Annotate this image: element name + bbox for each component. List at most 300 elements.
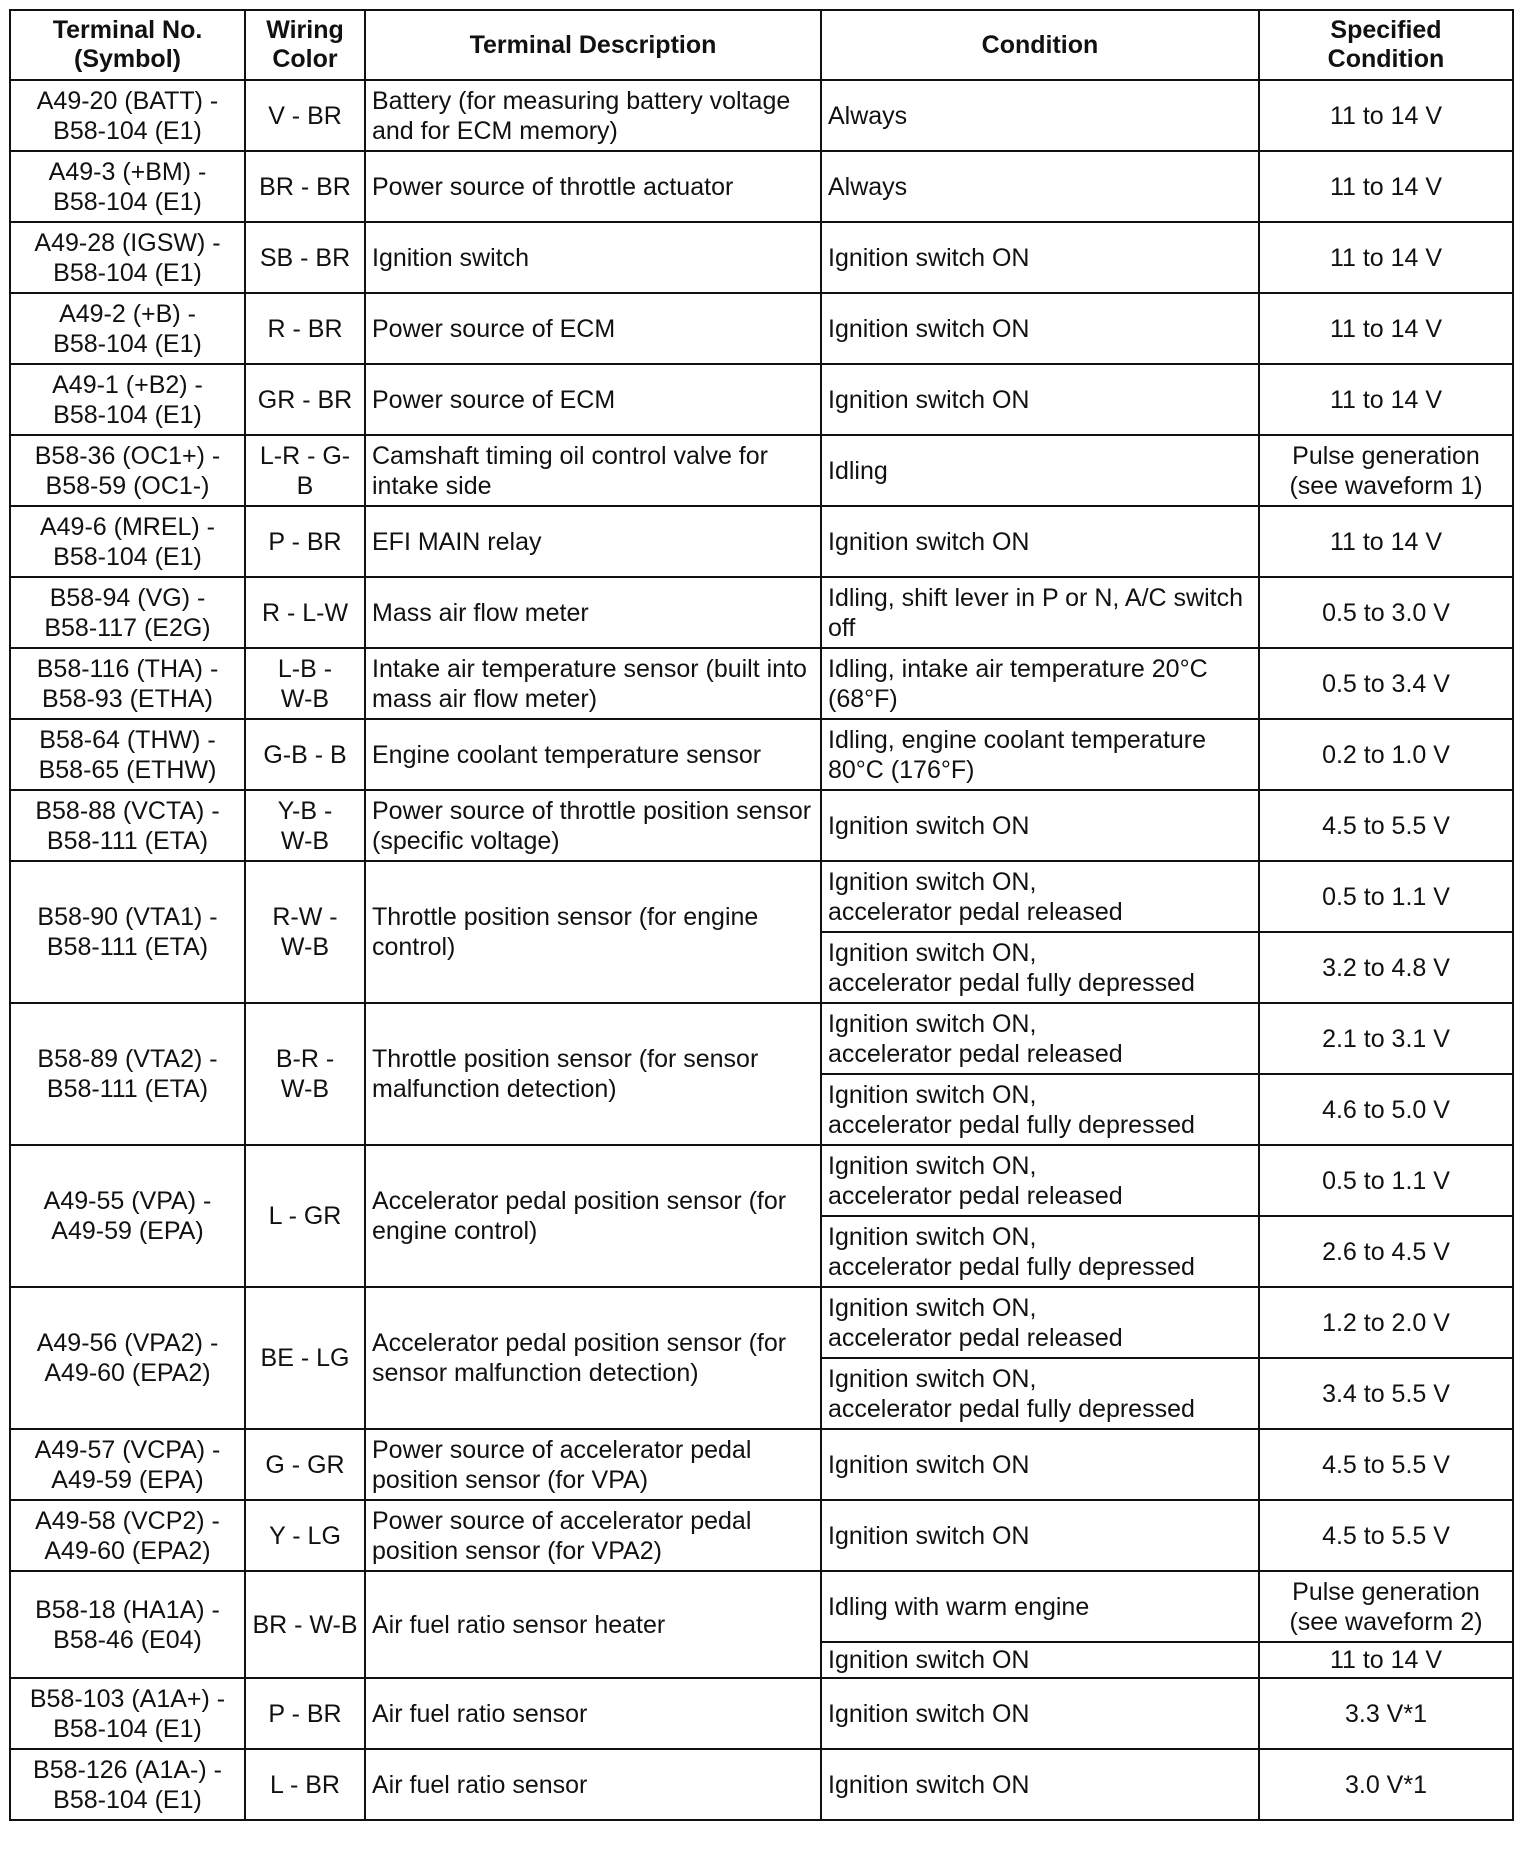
terminal-cell-line: B58-111 (ETA) bbox=[46, 1075, 209, 1103]
terminal-cell bbox=[10, 80, 245, 151]
wiring-cell bbox=[245, 364, 365, 435]
condition-cell bbox=[821, 293, 1259, 364]
wiring-cell-line: B-R - bbox=[275, 1045, 335, 1073]
condition-cell-line: Ignition switch ON bbox=[828, 527, 1030, 556]
spec-cell-line: 4.5 to 5.5 V bbox=[1322, 811, 1450, 840]
condition-cell bbox=[821, 1749, 1259, 1820]
condition-cell-line: accelerator pedal released bbox=[828, 897, 1123, 926]
wiring-cell-line: GR - BR bbox=[257, 385, 353, 414]
header-specified-line: Specified bbox=[1330, 16, 1442, 44]
terminal-cell-line: B58-111 (ETA) bbox=[46, 826, 209, 855]
wiring-cell-line: W-B bbox=[280, 933, 330, 961]
spec-cell-line: 2.6 to 4.5 V bbox=[1322, 1237, 1450, 1266]
wiring-cell bbox=[245, 1287, 365, 1429]
spec-cell-line: 0.5 to 1.1 V bbox=[1322, 1166, 1450, 1195]
wiring-cell bbox=[245, 151, 365, 222]
description-cell bbox=[365, 1571, 821, 1678]
wiring-cell bbox=[245, 222, 365, 293]
condition-cell bbox=[821, 1358, 1259, 1429]
description-cell bbox=[365, 1429, 821, 1500]
spec-cell bbox=[1259, 435, 1513, 506]
description-cell bbox=[365, 1500, 821, 1571]
table-row bbox=[10, 1287, 1513, 1358]
terminal-cell bbox=[10, 719, 245, 790]
spec-cell-line: 11 to 14 V bbox=[1329, 385, 1443, 414]
wiring-cell-line: R-W - bbox=[272, 903, 338, 931]
condition-cell bbox=[821, 861, 1259, 932]
condition-cell bbox=[821, 577, 1259, 648]
wiring-cell bbox=[245, 435, 365, 506]
description-cell-line: Battery (for measuring battery voltage bbox=[372, 86, 791, 115]
terminal-cell-line: B58-65 (ETHW) bbox=[38, 755, 217, 784]
condition-cell-line: Ignition switch ON bbox=[828, 385, 1030, 414]
wiring-cell-line: R - BR bbox=[267, 314, 343, 343]
wiring-cell bbox=[245, 648, 365, 719]
table-row bbox=[10, 222, 1513, 293]
terminal-cell bbox=[10, 435, 245, 506]
terminal-cell bbox=[10, 790, 245, 861]
description-cell-line: malfunction detection) bbox=[372, 1075, 617, 1103]
table-row bbox=[10, 151, 1513, 222]
condition-cell bbox=[821, 151, 1259, 222]
description-cell bbox=[365, 151, 821, 222]
condition-cell-line: accelerator pedal released bbox=[828, 1181, 1123, 1210]
ecm-terminal-table bbox=[9, 9, 1514, 1821]
description-cell-line: Ignition switch bbox=[372, 243, 530, 272]
terminal-cell bbox=[10, 222, 245, 293]
spec-cell-line: 3.2 to 4.8 V bbox=[1322, 953, 1450, 982]
header-wiring-line: Color bbox=[272, 45, 338, 73]
description-cell-line: Throttle position sensor (for engine bbox=[372, 903, 759, 931]
description-cell-line: sensor malfunction detection) bbox=[372, 1359, 699, 1387]
table-row bbox=[10, 435, 1513, 506]
terminal-table-container bbox=[9, 9, 1512, 1821]
description-cell-line: and for ECM memory) bbox=[372, 116, 618, 145]
terminal-cell-line: B58-104 (E1) bbox=[53, 116, 202, 145]
spec-cell bbox=[1259, 1429, 1513, 1500]
spec-cell bbox=[1259, 293, 1513, 364]
description-cell-line: Throttle position sensor (for sensor bbox=[372, 1045, 759, 1073]
header-specified-line: Condition bbox=[1327, 45, 1445, 73]
terminal-cell-line: B58-90 (VTA1) - bbox=[37, 903, 218, 931]
description-cell-line: Accelerator pedal position sensor (for bbox=[372, 1187, 787, 1215]
spec-cell-line: 2.1 to 3.1 V bbox=[1322, 1024, 1450, 1053]
wiring-cell-line: BR - W-B bbox=[252, 1610, 358, 1639]
spec-cell-line: 0.5 to 1.1 V bbox=[1322, 882, 1450, 911]
spec-cell-line: 11 to 14 V bbox=[1329, 527, 1443, 556]
condition-cell-line: Always bbox=[828, 172, 908, 201]
description-cell-line: Power source of throttle position sensor bbox=[372, 796, 812, 825]
terminal-cell bbox=[10, 506, 245, 577]
wiring-cell-line: P - BR bbox=[268, 1699, 342, 1728]
terminal-cell bbox=[10, 293, 245, 364]
spec-cell-line: 3.4 to 5.5 V bbox=[1322, 1379, 1450, 1408]
terminal-cell bbox=[10, 648, 245, 719]
header-terminal bbox=[10, 10, 245, 80]
description-cell bbox=[365, 1749, 821, 1820]
wiring-cell bbox=[245, 790, 365, 861]
condition-cell-line: Ignition switch ON bbox=[828, 1450, 1030, 1479]
header-description bbox=[365, 10, 821, 80]
condition-cell-line: Ignition switch ON, bbox=[828, 867, 1037, 896]
terminal-cell-line: A49-28 (IGSW) - bbox=[34, 228, 221, 257]
description-cell-line: engine control) bbox=[372, 1217, 538, 1245]
terminal-cell bbox=[10, 151, 245, 222]
spec-cell-line: 0.5 to 3.0 V bbox=[1322, 598, 1450, 627]
condition-cell-line: accelerator pedal fully depressed bbox=[828, 968, 1195, 997]
wiring-cell bbox=[245, 506, 365, 577]
terminal-cell-line: B58-104 (E1) bbox=[53, 1714, 202, 1743]
terminal-cell bbox=[10, 364, 245, 435]
condition-cell-line: (68°F) bbox=[828, 684, 898, 713]
terminal-cell-line: B58-64 (THW) - bbox=[39, 725, 216, 754]
terminal-cell-line: B58-117 (E2G) bbox=[44, 613, 211, 642]
header-terminal-line: (Symbol) bbox=[74, 45, 181, 73]
spec-cell-line: 4.5 to 5.5 V bbox=[1322, 1521, 1450, 1550]
terminal-cell-line: B58-94 (VG) - bbox=[49, 583, 206, 612]
description-cell-line: mass air flow meter) bbox=[372, 684, 598, 713]
terminal-cell-line: B58-59 (OC1-) bbox=[45, 471, 210, 500]
wiring-cell bbox=[245, 577, 365, 648]
spec-cell-line: Pulse generation bbox=[1292, 441, 1480, 470]
description-cell-line: Engine coolant temperature sensor bbox=[372, 740, 762, 769]
description-cell bbox=[365, 364, 821, 435]
condition-cell-line: Ignition switch ON bbox=[828, 1521, 1030, 1550]
wiring-cell-line: Y - LG bbox=[269, 1521, 341, 1550]
terminal-cell-line: B58-104 (E1) bbox=[53, 329, 202, 358]
wiring-cell-line: L-B - bbox=[277, 654, 333, 683]
condition-cell-line: accelerator pedal released bbox=[828, 1323, 1123, 1352]
description-cell bbox=[365, 222, 821, 293]
condition-cell bbox=[821, 80, 1259, 151]
spec-cell bbox=[1259, 1074, 1513, 1145]
condition-cell bbox=[821, 1500, 1259, 1571]
description-cell-line: intake side bbox=[372, 471, 492, 500]
condition-cell bbox=[821, 506, 1259, 577]
condition-cell bbox=[821, 1145, 1259, 1216]
wiring-cell bbox=[245, 1749, 365, 1820]
terminal-cell-line: B58-103 (A1A+) - bbox=[29, 1684, 226, 1713]
condition-cell bbox=[821, 1571, 1259, 1642]
condition-cell bbox=[821, 1678, 1259, 1749]
condition-cell-line: Ignition switch ON, bbox=[828, 1151, 1037, 1180]
description-cell-line: Camshaft timing oil control valve for bbox=[372, 441, 768, 470]
description-cell-line: Power source of throttle actuator bbox=[372, 172, 734, 201]
wiring-cell bbox=[245, 293, 365, 364]
description-cell-line: (specific voltage) bbox=[372, 826, 560, 855]
condition-cell bbox=[821, 790, 1259, 861]
terminal-cell-line: A49-20 (BATT) - bbox=[36, 86, 219, 115]
description-cell-line: Power source of accelerator pedal bbox=[372, 1506, 752, 1535]
spec-cell-line: 11 to 14 V bbox=[1329, 101, 1443, 130]
description-cell-line: Air fuel ratio sensor heater bbox=[372, 1610, 666, 1639]
table-row bbox=[10, 719, 1513, 790]
terminal-cell bbox=[10, 1429, 245, 1500]
wiring-cell-line: L-R - G-B bbox=[259, 441, 351, 500]
table-row bbox=[10, 364, 1513, 435]
condition-cell-line: Ignition switch ON, bbox=[828, 938, 1037, 967]
spec-cell bbox=[1259, 1003, 1513, 1074]
wiring-cell bbox=[245, 1678, 365, 1749]
terminal-cell-line: A49-57 (VCPA) - bbox=[34, 1435, 221, 1464]
description-cell-line: Power source of accelerator pedal bbox=[372, 1435, 752, 1464]
description-cell-line: position sensor (for VPA2) bbox=[372, 1536, 662, 1565]
condition-cell bbox=[821, 1003, 1259, 1074]
condition-cell-line: Idling, shift lever in P or N, A/C switch bbox=[828, 583, 1243, 612]
terminal-cell-line: B58-93 (ETHA) bbox=[42, 684, 213, 713]
description-cell bbox=[365, 1287, 821, 1429]
spec-cell bbox=[1259, 577, 1513, 648]
spec-cell bbox=[1259, 222, 1513, 293]
wiring-cell bbox=[245, 80, 365, 151]
terminal-cell-line: B58-104 (E1) bbox=[53, 258, 202, 287]
description-cell bbox=[365, 719, 821, 790]
condition-cell-line: Ignition switch ON bbox=[828, 1699, 1030, 1728]
spec-cell-line: 0.5 to 3.4 V bbox=[1322, 669, 1450, 698]
description-cell bbox=[365, 1145, 821, 1287]
terminal-cell-line: B58-104 (E1) bbox=[53, 400, 202, 429]
terminal-cell-line: B58-88 (VCTA) - bbox=[35, 796, 220, 825]
table-row bbox=[10, 80, 1513, 151]
terminal-cell-line: A49-60 (EPA2) bbox=[44, 1536, 211, 1565]
wiring-cell bbox=[245, 861, 365, 1003]
spec-cell-line: 3.0 V*1 bbox=[1344, 1770, 1427, 1799]
table-body bbox=[10, 80, 1513, 1820]
wiring-cell bbox=[245, 1429, 365, 1500]
table-row bbox=[10, 1003, 1513, 1074]
terminal-cell-line: A49-2 (+B) - bbox=[59, 299, 196, 328]
header-wiring-line: Wiring bbox=[266, 16, 344, 44]
terminal-cell-line: B58-36 (OC1+) - bbox=[34, 441, 221, 470]
condition-cell-line: Ignition switch ON, bbox=[828, 1364, 1037, 1393]
table-row bbox=[10, 577, 1513, 648]
description-cell-line: Air fuel ratio sensor bbox=[372, 1699, 588, 1728]
description-cell-line: Intake air temperature sensor (built into bbox=[372, 654, 807, 683]
condition-cell-line: accelerator pedal fully depressed bbox=[828, 1110, 1195, 1139]
table-row bbox=[10, 506, 1513, 577]
wiring-cell-line: BR - BR bbox=[259, 172, 351, 201]
condition-cell-line: Ignition switch ON bbox=[828, 811, 1030, 840]
terminal-cell bbox=[10, 1749, 245, 1820]
header-terminal-line: Terminal No. bbox=[52, 16, 203, 44]
spec-cell-line: (see waveform 1) bbox=[1289, 471, 1483, 500]
condition-cell bbox=[821, 648, 1259, 719]
spec-cell bbox=[1259, 1216, 1513, 1287]
condition-cell bbox=[821, 1429, 1259, 1500]
spec-cell-line: 4.5 to 5.5 V bbox=[1322, 1450, 1450, 1479]
spec-cell bbox=[1259, 151, 1513, 222]
wiring-cell-line: L - BR bbox=[270, 1770, 340, 1799]
condition-cell bbox=[821, 1216, 1259, 1287]
description-cell-line: position sensor (for VPA) bbox=[372, 1465, 649, 1494]
condition-cell bbox=[821, 932, 1259, 1003]
description-cell bbox=[365, 577, 821, 648]
terminal-cell-line: B58-111 (ETA) bbox=[46, 933, 209, 961]
terminal-cell-line: A49-3 (+BM) - bbox=[48, 157, 207, 186]
header-row bbox=[10, 10, 1513, 80]
spec-cell-line: 1.2 to 2.0 V bbox=[1322, 1308, 1450, 1337]
wiring-cell-line: Y-B - bbox=[277, 796, 333, 825]
terminal-cell-line: B58-89 (VTA2) - bbox=[37, 1045, 218, 1073]
terminal-cell bbox=[10, 1145, 245, 1287]
condition-cell-line: Idling with warm engine bbox=[828, 1592, 1090, 1621]
terminal-cell bbox=[10, 1500, 245, 1571]
wiring-cell bbox=[245, 1571, 365, 1678]
table-row bbox=[10, 1145, 1513, 1216]
spec-cell bbox=[1259, 648, 1513, 719]
condition-cell-line: Idling, engine coolant temperature bbox=[828, 725, 1207, 754]
terminal-cell-line: A49-60 (EPA2) bbox=[44, 1359, 211, 1387]
spec-cell bbox=[1259, 506, 1513, 577]
spec-cell-line: 11 to 14 V bbox=[1329, 314, 1443, 343]
table-row bbox=[10, 1429, 1513, 1500]
description-cell bbox=[365, 506, 821, 577]
table-row bbox=[10, 1678, 1513, 1749]
header-condition-line: Condition bbox=[981, 30, 1099, 59]
table-row bbox=[10, 861, 1513, 932]
terminal-cell-line: A49-55 (VPA) - bbox=[43, 1187, 212, 1215]
condition-cell bbox=[821, 222, 1259, 293]
condition-cell-line: Ignition switch ON bbox=[828, 1646, 1030, 1674]
wiring-cell-line: V - BR bbox=[268, 101, 342, 130]
terminal-cell bbox=[10, 861, 245, 1003]
terminal-cell-line: A49-59 (EPA) bbox=[51, 1217, 204, 1245]
wiring-cell-line: G-B - B bbox=[263, 740, 347, 769]
condition-cell-line: 80°C (176°F) bbox=[828, 755, 975, 784]
condition-cell-line: Ignition switch ON, bbox=[828, 1293, 1037, 1322]
terminal-cell-line: B58-116 (THA) - bbox=[36, 654, 219, 683]
wiring-cell-line: R - L-W bbox=[261, 598, 349, 627]
wiring-cell-line: W-B bbox=[280, 826, 330, 855]
terminal-cell bbox=[10, 1003, 245, 1145]
table-row bbox=[10, 648, 1513, 719]
spec-cell-line: Pulse generation bbox=[1292, 1577, 1480, 1606]
condition-cell bbox=[821, 1642, 1259, 1678]
header-specified bbox=[1259, 10, 1513, 80]
wiring-cell bbox=[245, 719, 365, 790]
terminal-cell bbox=[10, 1571, 245, 1678]
spec-cell-line: 0.2 to 1.0 V bbox=[1322, 740, 1450, 769]
spec-cell-line: 11 to 14 V bbox=[1329, 243, 1443, 272]
description-cell-line: EFI MAIN relay bbox=[372, 527, 542, 556]
description-cell bbox=[365, 80, 821, 151]
spec-cell-line: 3.3 V*1 bbox=[1344, 1699, 1427, 1728]
description-cell bbox=[365, 1003, 821, 1145]
condition-cell-line: Ignition switch ON bbox=[828, 1770, 1030, 1799]
condition-cell bbox=[821, 1074, 1259, 1145]
condition-cell-line: accelerator pedal fully depressed bbox=[828, 1252, 1195, 1281]
condition-cell-line: Idling, intake air temperature 20°C bbox=[828, 654, 1208, 683]
spec-cell bbox=[1259, 932, 1513, 1003]
spec-cell bbox=[1259, 1571, 1513, 1642]
description-cell-line: Power source of ECM bbox=[372, 314, 616, 343]
description-cell-line: Accelerator pedal position sensor (for bbox=[372, 1329, 787, 1357]
wiring-cell-line: W-B bbox=[280, 1075, 330, 1103]
terminal-cell-line: B58-46 (E04) bbox=[53, 1625, 202, 1654]
spec-cell bbox=[1259, 364, 1513, 435]
condition-cell-line: accelerator pedal released bbox=[828, 1039, 1123, 1068]
terminal-cell bbox=[10, 577, 245, 648]
terminal-cell-line: A49-56 (VPA2) - bbox=[36, 1329, 219, 1357]
terminal-cell-line: B58-104 (E1) bbox=[53, 1785, 202, 1814]
terminal-cell-line: A49-1 (+B2) - bbox=[52, 370, 203, 399]
wiring-cell-line: W-B bbox=[280, 684, 330, 713]
table-row bbox=[10, 1749, 1513, 1820]
condition-cell-line: Idling bbox=[828, 456, 888, 485]
description-cell-line: Mass air flow meter bbox=[372, 598, 589, 627]
spec-cell-line: (see waveform 2) bbox=[1289, 1607, 1483, 1636]
header-description-line: Terminal Description bbox=[469, 30, 717, 59]
terminal-cell-line: A49-58 (VCP2) - bbox=[35, 1506, 220, 1535]
condition-cell-line: Ignition switch ON bbox=[828, 314, 1030, 343]
wiring-cell bbox=[245, 1145, 365, 1287]
description-cell-line: Air fuel ratio sensor bbox=[372, 1770, 588, 1799]
condition-cell-line: Ignition switch ON bbox=[828, 243, 1030, 272]
spec-cell bbox=[1259, 1287, 1513, 1358]
wiring-cell bbox=[245, 1003, 365, 1145]
terminal-cell-line: A49-6 (MREL) - bbox=[39, 512, 216, 541]
terminal-cell-line: B58-104 (E1) bbox=[53, 542, 202, 571]
condition-cell-line: Ignition switch ON, bbox=[828, 1222, 1037, 1251]
condition-cell-line: Ignition switch ON, bbox=[828, 1080, 1037, 1109]
condition-cell-line: off bbox=[828, 613, 856, 642]
wiring-cell-line: SB - BR bbox=[259, 243, 351, 272]
condition-cell bbox=[821, 719, 1259, 790]
condition-cell bbox=[821, 364, 1259, 435]
spec-cell bbox=[1259, 1145, 1513, 1216]
spec-cell bbox=[1259, 719, 1513, 790]
description-cell-line: control) bbox=[372, 933, 456, 961]
spec-cell-line: 11 to 14 V bbox=[1329, 1646, 1443, 1674]
description-cell bbox=[365, 648, 821, 719]
table-row bbox=[10, 1500, 1513, 1571]
wiring-cell-line: L - GR bbox=[268, 1202, 342, 1230]
table-row bbox=[10, 293, 1513, 364]
spec-cell bbox=[1259, 861, 1513, 932]
spec-cell bbox=[1259, 80, 1513, 151]
condition-cell bbox=[821, 1287, 1259, 1358]
terminal-cell-line: A49-59 (EPA) bbox=[51, 1465, 204, 1494]
wiring-cell bbox=[245, 1500, 365, 1571]
terminal-cell-line: B58-18 (HA1A) - bbox=[35, 1595, 220, 1624]
header-wiring bbox=[245, 10, 365, 80]
condition-cell-line: accelerator pedal fully depressed bbox=[828, 1394, 1195, 1423]
wiring-cell-line: G - GR bbox=[265, 1450, 345, 1479]
terminal-cell-line: B58-104 (E1) bbox=[53, 187, 202, 216]
spec-cell bbox=[1259, 1642, 1513, 1678]
terminal-cell-line: B58-126 (A1A-) - bbox=[33, 1755, 222, 1784]
wiring-cell-line: BE - LG bbox=[260, 1344, 350, 1372]
spec-cell bbox=[1259, 1358, 1513, 1429]
description-cell bbox=[365, 293, 821, 364]
condition-cell-line: Always bbox=[828, 101, 908, 130]
description-cell bbox=[365, 1678, 821, 1749]
spec-cell bbox=[1259, 790, 1513, 861]
spec-cell-line: 11 to 14 V bbox=[1329, 172, 1443, 201]
terminal-cell bbox=[10, 1287, 245, 1429]
header-condition bbox=[821, 10, 1259, 80]
description-cell bbox=[365, 790, 821, 861]
spec-cell-line: 4.6 to 5.0 V bbox=[1322, 1095, 1450, 1124]
table-row bbox=[10, 1571, 1513, 1642]
condition-cell-line: Ignition switch ON, bbox=[828, 1009, 1037, 1038]
description-cell bbox=[365, 435, 821, 506]
terminal-cell bbox=[10, 1678, 245, 1749]
spec-cell bbox=[1259, 1678, 1513, 1749]
spec-cell bbox=[1259, 1500, 1513, 1571]
wiring-cell-line: P - BR bbox=[268, 527, 342, 556]
spec-cell bbox=[1259, 1749, 1513, 1820]
